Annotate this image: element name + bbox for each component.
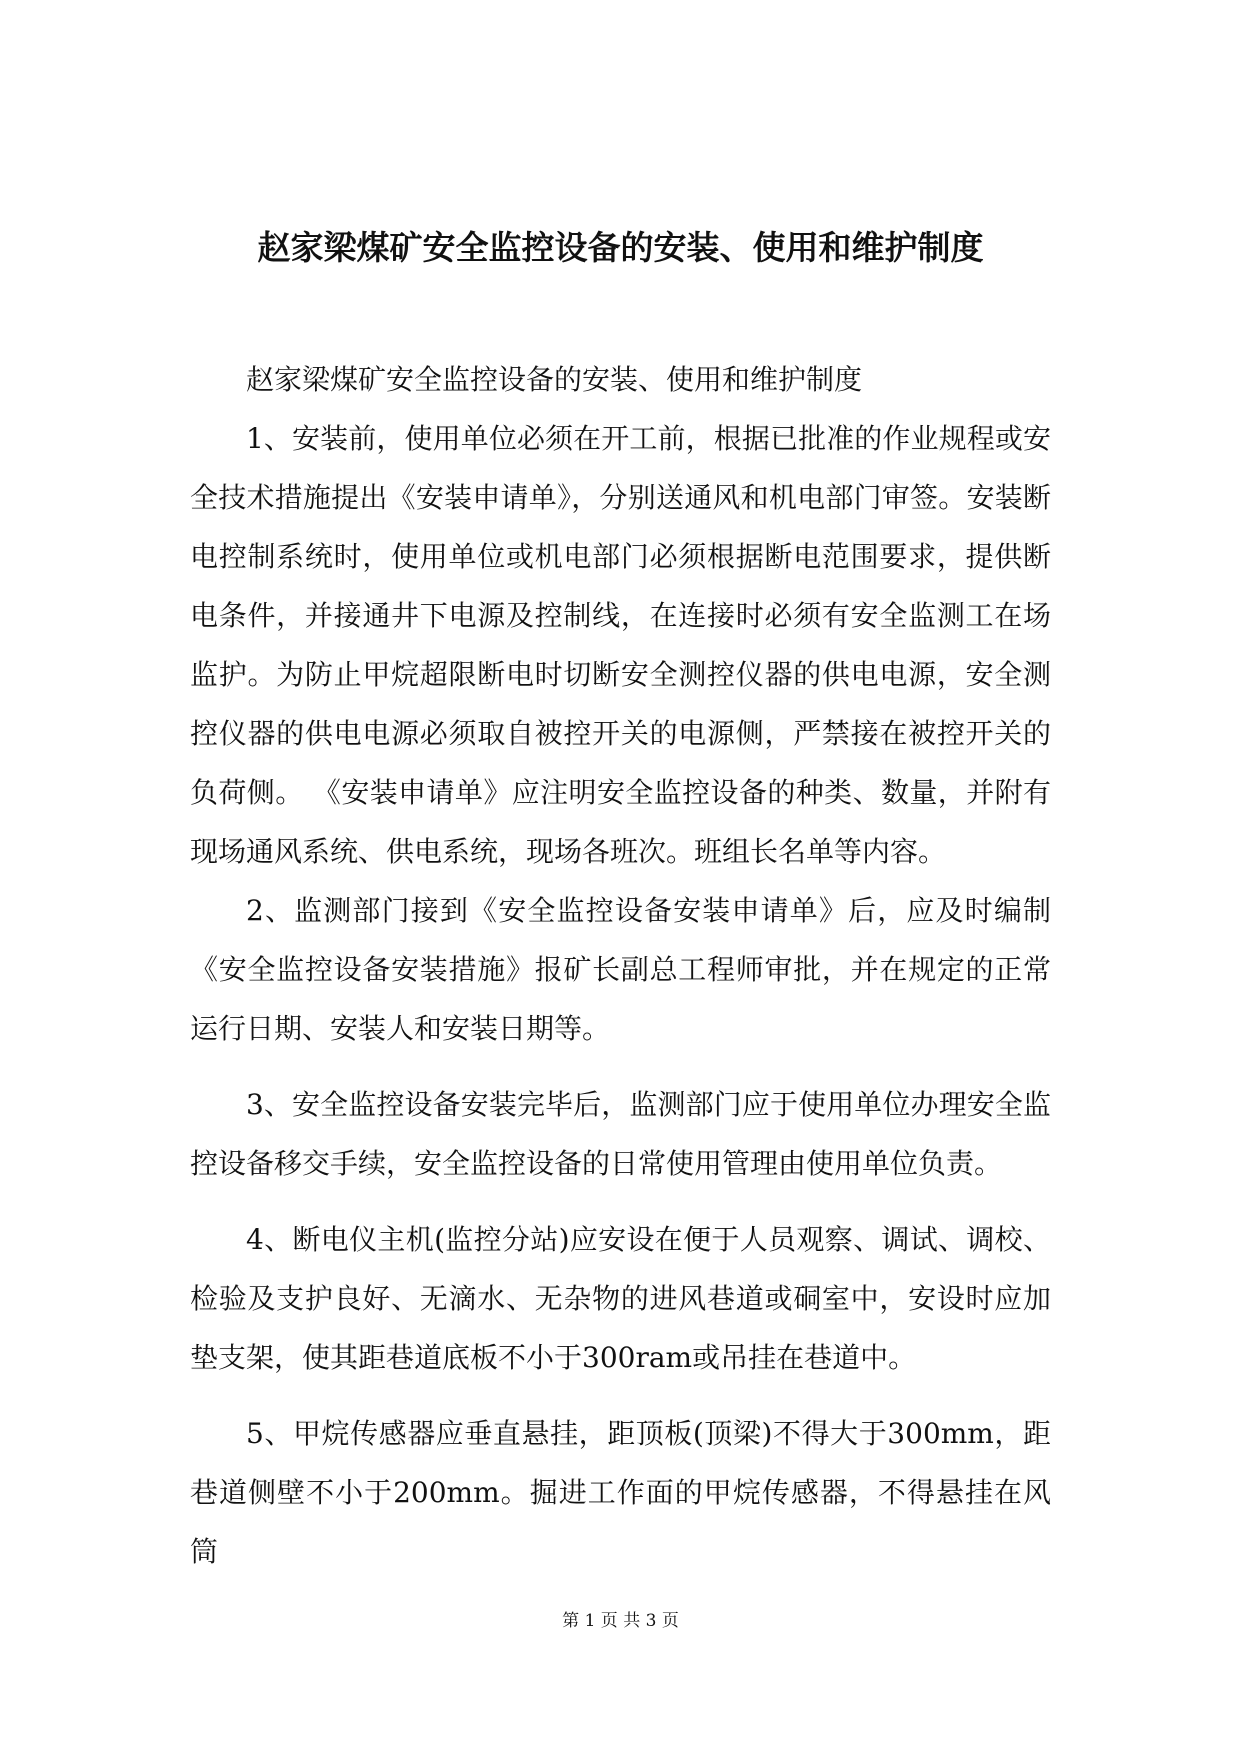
page-footer: 第 1 页 共 3 页 — [562, 1611, 679, 1631]
document-body — [190, 350, 1051, 1581]
paragraph-item-1: 1、安装前，使用单位必须在开工前，根据已批准的作业规程或安全技术措施提出《安装申请单》，分别送通风和机电部门审签。安装断电控制系统时，使用单位或机电部门必须根据断电范围要求，提供断电条件，并接通井下电源及控制线，在连接时必须有安全监测工在场监护。为防止甲烷超限断电时切断安全测控仪器的供电电源，安全测控仪器的供电电源必须取自被控开关的电源侧，严禁接在被控开关的负荷侧。 《安装申请单》应注明安全监控设备的种类、数量，并附有现场通风系统、供电系统，现场各班次。班组长名单等内容。 — [190, 422, 1051, 868]
paragraph-intro: 赵家梁煤矿安全监控设备的安装、使用和维护制度 — [246, 363, 863, 396]
paragraph-item-2: 2、监测部门接到《安全监控设备安装申请单》后，应及时编制《安全监控设备安装措施》报矿长副总工程师审批，并在规定的正常运行日期、安装人和安装日期等。 — [190, 894, 1051, 1045]
paragraph-item-5: 5、甲烷传感器应垂直悬挂，距顶板(顶梁)不得大于300mm，距巷道侧壁不小于200mm。掘进工作面的甲烷传感器，不得悬挂在风筒 — [190, 1417, 1051, 1568]
document-title: 赵家梁煤矿安全监控设备的安装、使用和维护制度 — [257, 228, 984, 267]
paragraph-item-4: 4、断电仪主机(监控分站)应安设在便于人员观察、调试、调校、检验及支护良好、无滴水、无杂物的进风巷道或硐室中，安设时应加垫支架，使其距巷道底板不小于300ram或吊挂在巷道中。 — [190, 1223, 1051, 1374]
paragraph-item-3: 3、安全监控设备安装完毕后，监测部门应于使用单位办理安全监控设备移交手续，安全监控设备的日常使用管理由使用单位负责。 — [190, 1088, 1051, 1180]
